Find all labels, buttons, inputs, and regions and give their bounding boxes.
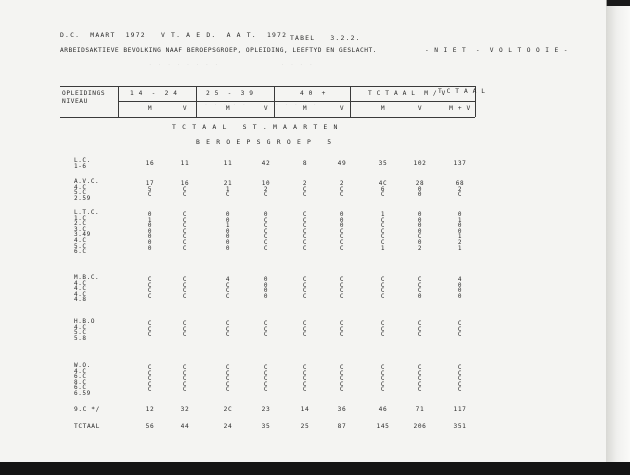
- section-title: T C T A A L S T . M A A R T E N: [172, 123, 339, 131]
- table-cell-stack: C C C C: [182, 276, 188, 300]
- report-header: D.C. MAART 1972 V T. A E D. A A T. 1972: [60, 31, 288, 39]
- education-level-label: L.C. 1-6: [74, 157, 91, 170]
- table-cell-stack: 10 2 C: [261, 180, 271, 199]
- table-cell-stack: 0 0 0 0 C 0 2: [417, 211, 423, 252]
- age-group-header: 4 0 +: [300, 90, 326, 97]
- total-row-label: 9.C */: [74, 406, 100, 413]
- table-cell-stack: C C C: [225, 320, 231, 339]
- table-cell-stack: 2 C C: [302, 180, 308, 199]
- row-header-label: OPLEIDINGS: [62, 90, 106, 97]
- header-rule-bottom: [60, 117, 475, 118]
- table-cell-stack: C C C: [417, 320, 423, 339]
- sex-subheader: M: [225, 105, 231, 112]
- sex-subheader: M + V: [449, 105, 471, 112]
- header-divider: [118, 86, 119, 117]
- sex-subheader: M: [302, 105, 308, 112]
- table-cell-stack: C C C C C: [339, 364, 345, 394]
- table-cell: 42: [261, 160, 271, 167]
- table-title-tail: - N I E T - V O L T O O I E -: [425, 47, 569, 54]
- total-cell: 145: [376, 423, 390, 430]
- header-rule-middle: [118, 101, 475, 102]
- sex-subheader: V: [263, 105, 269, 112]
- total-cell: 25: [300, 423, 310, 430]
- total-cell: 351: [453, 423, 467, 430]
- row-header-label: NIVEAU: [62, 98, 88, 105]
- table-cell-stack: 68 2 C: [455, 180, 465, 199]
- table-cell-stack: 4C 6 C: [378, 180, 388, 199]
- table-cell-stack: C C C: [457, 320, 463, 339]
- table-cell-stack: C C C: [339, 320, 345, 339]
- table-cell-stack: C C C C C: [380, 364, 386, 394]
- total-row-label: TCTAAL: [74, 423, 100, 430]
- table-cell: 11: [180, 160, 190, 167]
- table-cell-stack: C C C C: [147, 276, 153, 300]
- table-cell-stack: 0 0 0 0: [263, 276, 269, 300]
- total-cell: 117: [453, 406, 467, 413]
- table-cell-stack: C C C C C: [263, 364, 269, 394]
- education-level-label: W.O. 4.C 6.C 8.C 6.C 6.59: [74, 362, 91, 397]
- age-group-header: T C T A A L M / V: [368, 90, 446, 97]
- sex-subheader: M: [380, 105, 386, 112]
- table-cell-stack: C C C C C: [147, 364, 153, 394]
- total-cell: 56: [145, 423, 155, 430]
- table-cell-stack: 0 0 1 0 0 0 0: [225, 211, 231, 252]
- education-level-label: L.T.C. 1.C 2.C 3.C 3.49 4.C 5.C 6.C: [74, 209, 100, 256]
- table-cell-stack: C C C: [302, 320, 308, 339]
- bleed-through-text: . . . . . . . . . .: [190, 100, 318, 107]
- table-cell-stack: 4 C C C: [225, 276, 231, 300]
- table-title: ARBEIDSAKTIEVE BEVOLKING NAAF BEROEPSGROEP, OPLEIDING, LEEFTYD EN GESLACHT.: [60, 47, 377, 54]
- header-divider: [274, 86, 275, 117]
- scan-background: [0, 462, 630, 475]
- total-cell: 32: [180, 406, 190, 413]
- section-subtitle: B E R O E P S G R O E P 5: [196, 138, 333, 146]
- total-cell: 14: [300, 406, 310, 413]
- table-cell-stack: C C C: [182, 320, 188, 339]
- table-cell: 16: [145, 160, 155, 167]
- total-cell: 44: [180, 423, 190, 430]
- total-cell: 23: [261, 406, 271, 413]
- table-cell-stack: 17 5 C: [145, 180, 155, 199]
- age-group-header: 2 5 - 3 9: [206, 90, 254, 97]
- total-cell: 46: [378, 406, 388, 413]
- total-cell: 24: [223, 423, 233, 430]
- table-cell-stack: C C C C C C C: [182, 211, 188, 252]
- header-divider: [196, 86, 197, 117]
- header-rule-top: [60, 86, 475, 87]
- total-cell: 2C: [223, 406, 233, 413]
- total-cell: 206: [413, 423, 427, 430]
- table-cell-stack: C C C C C: [182, 364, 188, 394]
- total-cell: 12: [145, 406, 155, 413]
- table-cell-stack: 2 C C: [339, 180, 345, 199]
- age-group-header: 1 4 - 2 4: [130, 90, 178, 97]
- table-cell: 137: [453, 160, 467, 167]
- sex-subheader: V: [417, 105, 423, 112]
- sex-subheader: V: [339, 105, 345, 112]
- table-cell-stack: C C C C C C C: [302, 211, 308, 252]
- table-cell-stack: C C C C C: [417, 364, 423, 394]
- table-cell-stack: C C C 0: [417, 276, 423, 300]
- table-cell-stack: C C C C C: [225, 364, 231, 394]
- total-cell: 36: [337, 406, 347, 413]
- header-divider: [350, 86, 351, 117]
- table-cell-stack: 28 0 0: [415, 180, 425, 199]
- table-cell-stack: C C C: [380, 320, 386, 339]
- total-header: T C T A A L: [438, 88, 486, 95]
- table-cell-stack: 0 1 0 0 0 0 0: [147, 211, 153, 252]
- table-cell-stack: 21 1 C: [223, 180, 233, 199]
- table-cell-stack: C C C C C: [302, 364, 308, 394]
- table-cell-stack: 0 0 0 C C C C: [339, 211, 345, 252]
- table-cell: 35: [378, 160, 388, 167]
- table-cell-stack: C C C C: [380, 276, 386, 300]
- table-cell: 102: [413, 160, 427, 167]
- table-cell-stack: C C C C C: [457, 364, 463, 394]
- table-cell-stack: 0 1 0 0 1 2 1: [457, 211, 463, 252]
- table-cell-stack: 4 0 0 0: [457, 276, 463, 300]
- table-cell-stack: C C C: [263, 320, 269, 339]
- table-cell-stack: 0 C C C C C C: [263, 211, 269, 252]
- table-number: TABEL 3.2.2.: [290, 34, 361, 42]
- education-level-label: H.B.O 4.C 5.C 5.8: [74, 318, 96, 342]
- total-cell: 35: [261, 423, 271, 430]
- table-cell-stack: C C C C: [302, 276, 308, 300]
- book-gutter: [606, 6, 630, 462]
- table-cell-stack: C C C C: [339, 276, 345, 300]
- education-level-label: A.V.C. 4.C 5.C 2.59: [74, 178, 100, 202]
- table-cell-stack: 1 C C C C C 1: [380, 211, 386, 252]
- education-level-label: M.B.C. 4.C 4.C 4.C 4.8: [74, 274, 100, 304]
- table-cell: 49: [337, 160, 347, 167]
- total-cell: 87: [337, 423, 347, 430]
- table-cell-stack: C C C: [147, 320, 153, 339]
- bleed-through-text: . . . . . . . . . . . .: [120, 60, 314, 67]
- sex-subheader: M: [147, 105, 153, 112]
- sex-subheader: V: [182, 105, 188, 112]
- table-cell: 8: [302, 160, 308, 167]
- table-cell: 11: [223, 160, 233, 167]
- total-cell: 71: [415, 406, 425, 413]
- table-cell-stack: 16 C C: [180, 180, 190, 199]
